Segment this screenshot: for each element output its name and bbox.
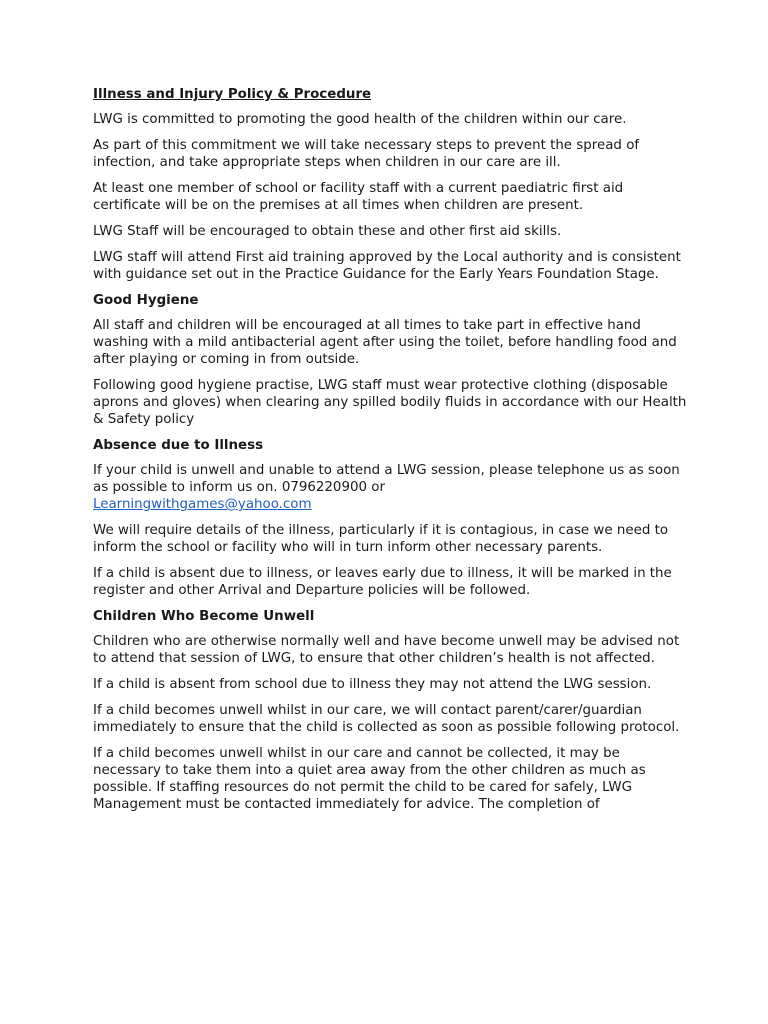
paragraph: LWG Staff will be encouraged to obtain these and other first aid skills.	[93, 224, 562, 239]
document-title: Illness and Injury Policy & Procedure	[93, 87, 372, 102]
section-heading-absence: Absence due to Illness	[93, 438, 264, 453]
email-link[interactable]: Learningwithgames@yahoo.com	[93, 497, 312, 512]
paragraph: LWG staff will attend First aid training approved by the Local authority and is consistent with guidance set out in the Practice Guidance for the Early Years Foundation Stage.	[93, 250, 681, 282]
paragraph: If a child becomes unwell whilst in our care and cannot be collected, it may be necessary to take them into a quiet area away from the other children as much as possible. If staffing resources do not permit the child to be cared for safely, LWG Management must be contacted immediately for advice. The completion of	[93, 746, 646, 812]
paragraph: As part of this commitment we will take necessary steps to prevent the spread of infection, and take appropriate steps when children in our care are ill.	[93, 138, 640, 170]
paragraph: If a child is absent due to illness, or leaves early due to illness, it will be marked in the register and other Arrival and Departure policies will be followed.	[93, 566, 672, 598]
paragraph: Children who are otherwise normally well and have become unwell may be advised not to attend that session of LWG, to ensure that other children’s health is not affected.	[93, 634, 680, 666]
paragraph: All staff and children will be encouraged at all times to take part in effective hand washing with a mild antibacterial agent after using the toilet, before handling food and after playing or coming in from outside.	[93, 318, 677, 367]
paragraph: Following good hygiene practise, LWG staff must wear protective clothing (disposable aprons and gloves) when clearing any spilled bodily fluids in accordance with our Health & Safety policy	[93, 378, 687, 427]
paragraph: LWG is committed to promoting the good health of the children within our care.	[93, 112, 627, 127]
paragraph: We will require details of the illness, particularly if it is contagious, in case we need to inform the school or facility who will in turn inform other necessary parents.	[93, 523, 669, 555]
section-heading-unwell: Children Who Become Unwell	[93, 609, 315, 624]
paragraph: At least one member of school or facility staff with a current paediatric first aid certificate will be on the premises at all times when children are present.	[93, 181, 624, 213]
contact-text: If your child is unwell and unable to attend a LWG session, please telephone us as soon as possible to inform us on. 0796220900 or	[93, 463, 680, 495]
section-heading-hygiene: Good Hygiene	[93, 293, 199, 308]
contact-paragraph	[93, 462, 688, 513]
paragraph: If a child becomes unwell whilst in our care, we will contact parent/carer/guardian immediately to ensure that the child is collected as soon as possible following protocol.	[93, 703, 680, 735]
paragraph: If a child is absent from school due to illness they may not attend the LWG session.	[93, 677, 652, 692]
